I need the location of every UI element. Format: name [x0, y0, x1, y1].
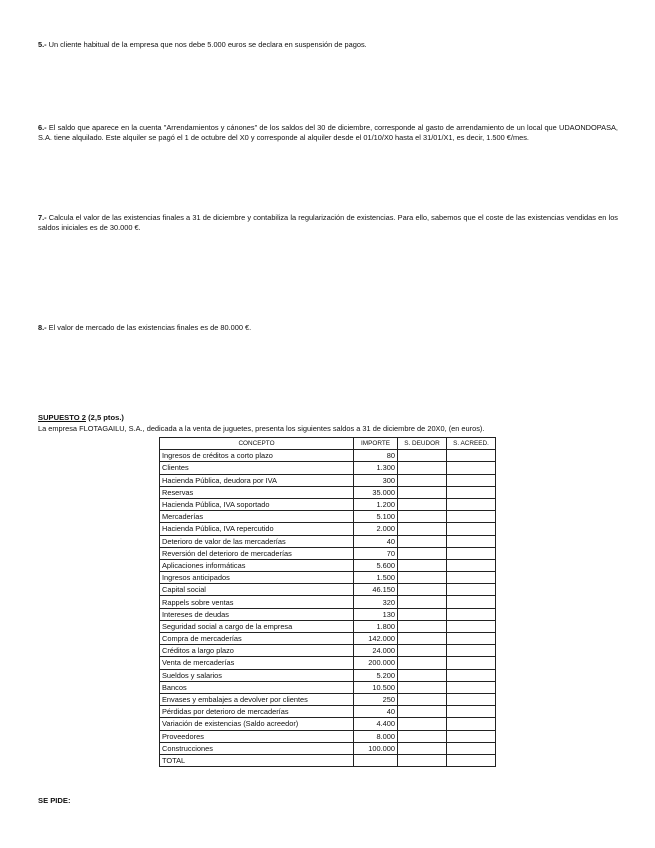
table-row — [160, 535, 496, 547]
table-row — [160, 584, 496, 596]
cell-saldo-acreedor — [447, 706, 496, 718]
question-5-text: Un cliente habitual de la empresa que nos debe 5.000 euros se declara en suspensión de pagos. — [46, 40, 367, 49]
cell-saldo-deudor — [398, 730, 447, 742]
question-8-text: El valor de mercado de las existencias finales es de 80.000 €. — [46, 323, 252, 332]
cell-saldo-acreedor — [447, 657, 496, 669]
cell-saldo-deudor — [398, 498, 447, 510]
supuesto-points: (2,5 ptos.) — [85, 413, 124, 422]
cell-importe: 2.000 — [354, 523, 398, 535]
cell-concepto: TOTAL — [160, 754, 354, 766]
cell-concepto: Rappels sobre ventas — [160, 596, 354, 608]
cell-importe: 1.500 — [354, 572, 398, 584]
cell-importe: 80 — [354, 450, 398, 462]
cell-importe: 70 — [354, 547, 398, 559]
cell-concepto: Variación de existencias (Saldo acreedor) — [160, 718, 354, 730]
cell-saldo-acreedor — [447, 523, 496, 535]
cell-saldo-acreedor — [447, 486, 496, 498]
cell-concepto: Mercaderías — [160, 511, 354, 523]
cell-saldo-acreedor — [447, 559, 496, 571]
table-body — [160, 450, 496, 767]
cell-saldo-deudor — [398, 742, 447, 754]
cell-concepto: Aplicaciones informáticas — [160, 559, 354, 571]
cell-saldo-deudor — [398, 486, 447, 498]
table-row — [160, 620, 496, 632]
cell-concepto: Hacienda Pública, deudora por IVA — [160, 474, 354, 486]
cell-saldo-deudor — [398, 633, 447, 645]
cell-saldo-acreedor — [447, 718, 496, 730]
cell-saldo-deudor — [398, 559, 447, 571]
cell-saldo-deudor — [398, 718, 447, 730]
table-row — [160, 645, 496, 657]
cell-importe: 24.000 — [354, 645, 398, 657]
cell-importe: 1.800 — [354, 620, 398, 632]
question-5 — [38, 40, 618, 50]
cell-importe: 320 — [354, 596, 398, 608]
header-concepto: CONCEPTO — [160, 438, 354, 450]
cell-saldo-deudor — [398, 669, 447, 681]
supuesto-heading — [38, 413, 124, 422]
supuesto-intro: La empresa FLOTAGAILU, S.A., dedicada a la venta de juguetes, presenta los siguientes saldos a 31 de diciembre de 20X0, (en euros). — [38, 424, 485, 433]
cell-saldo-acreedor — [447, 669, 496, 681]
cell-saldo-acreedor — [447, 511, 496, 523]
cell-concepto: Compra de mercaderías — [160, 633, 354, 645]
question-7-number: 7.- — [38, 213, 47, 222]
cell-saldo-acreedor — [447, 730, 496, 742]
cell-concepto: Clientes — [160, 462, 354, 474]
cell-concepto: Intereses de deudas — [160, 608, 354, 620]
cell-concepto: Ingresos de créditos a corto plazo — [160, 450, 354, 462]
table-row — [160, 450, 496, 462]
table-row — [160, 633, 496, 645]
cell-saldo-deudor — [398, 535, 447, 547]
table-row — [160, 486, 496, 498]
cell-saldo-deudor — [398, 511, 447, 523]
cell-importe: 40 — [354, 535, 398, 547]
cell-saldo-acreedor — [447, 693, 496, 705]
cell-concepto: Deterioro de valor de las mercaderías — [160, 535, 354, 547]
table-row — [160, 681, 496, 693]
question-6-number: 6.- — [38, 123, 47, 132]
cell-importe: 142.000 — [354, 633, 398, 645]
cell-saldo-deudor — [398, 584, 447, 596]
cell-concepto: Pérdidas por deterioro de mercaderías — [160, 706, 354, 718]
cell-importe: 46.150 — [354, 584, 398, 596]
table-row — [160, 730, 496, 742]
cell-saldo-acreedor — [447, 633, 496, 645]
cell-saldo-acreedor — [447, 462, 496, 474]
table-row — [160, 523, 496, 535]
table-row — [160, 669, 496, 681]
cell-saldo-deudor — [398, 572, 447, 584]
table-row — [160, 572, 496, 584]
cell-importe: 5.200 — [354, 669, 398, 681]
cell-importe: 35.000 — [354, 486, 398, 498]
cell-importe: 100.000 — [354, 742, 398, 754]
cell-importe: 300 — [354, 474, 398, 486]
cell-saldo-acreedor — [447, 450, 496, 462]
header-saldo-acreedor: S. ACREED. — [447, 438, 496, 450]
cell-importe: 5.100 — [354, 511, 398, 523]
cell-concepto: Proveedores — [160, 730, 354, 742]
cell-saldo-acreedor — [447, 535, 496, 547]
cell-concepto: Reservas — [160, 486, 354, 498]
cell-importe: 1.300 — [354, 462, 398, 474]
cell-importe: 4.400 — [354, 718, 398, 730]
cell-saldo-acreedor — [447, 681, 496, 693]
cell-saldo-deudor — [398, 523, 447, 535]
cell-concepto: Bancos — [160, 681, 354, 693]
question-6-text: El saldo que aparece en la cuenta "Arrendamientos y cánones" de los saldos del 30 de diciembre, corresponde al gasto de arrendamiento de un local que UDAONDOPASA, S.A. tiene alquilado. Este alquiler se pagó el 1 de octubre del X0 y corresponde al alquiler desde el 01/10/X0 hasta el 31/01/X1, es decir, 1.500 €/mes. — [38, 123, 618, 142]
question-7 — [38, 213, 618, 232]
balance-table — [159, 437, 496, 767]
cell-concepto: Venta de mercaderías — [160, 657, 354, 669]
table-row — [160, 608, 496, 620]
cell-concepto: Hacienda Pública, IVA repercutido — [160, 523, 354, 535]
table-row — [160, 596, 496, 608]
cell-importe: 1.200 — [354, 498, 398, 510]
cell-concepto: Capital social — [160, 584, 354, 596]
cell-importe: 250 — [354, 693, 398, 705]
cell-saldo-acreedor — [447, 608, 496, 620]
table-row — [160, 474, 496, 486]
cell-concepto: Envases y embalajes a devolver por clientes — [160, 693, 354, 705]
cell-concepto: Ingresos anticipados — [160, 572, 354, 584]
cell-saldo-deudor — [398, 693, 447, 705]
cell-saldo-acreedor — [447, 547, 496, 559]
cell-saldo-acreedor — [447, 596, 496, 608]
cell-concepto: Construcciones — [160, 742, 354, 754]
cell-saldo-acreedor — [447, 572, 496, 584]
cell-saldo-deudor — [398, 462, 447, 474]
cell-importe — [354, 754, 398, 766]
cell-importe: 10.500 — [354, 681, 398, 693]
table-row — [160, 706, 496, 718]
cell-saldo-deudor — [398, 681, 447, 693]
cell-concepto: Seguridad social a cargo de la empresa — [160, 620, 354, 632]
table-row — [160, 498, 496, 510]
table-row — [160, 718, 496, 730]
cell-saldo-deudor — [398, 754, 447, 766]
cell-importe: 5.600 — [354, 559, 398, 571]
question-8-number: 8.- — [38, 323, 47, 332]
question-7-text: Calcula el valor de las existencias finales a 31 de diciembre y contabiliza la regularización de existencias. Para ello, sabemos que el coste de las existencias vendidas en los saldos iniciales es de 30.000 €. — [38, 213, 618, 232]
header-importe: IMPORTE — [354, 438, 398, 450]
se-pide-heading: SE PIDE: — [38, 796, 71, 805]
cell-saldo-deudor — [398, 706, 447, 718]
cell-saldo-acreedor — [447, 498, 496, 510]
table-row — [160, 693, 496, 705]
cell-concepto: Reversión del deterioro de mercaderías — [160, 547, 354, 559]
cell-importe: 8.000 — [354, 730, 398, 742]
question-6 — [38, 123, 618, 142]
cell-saldo-deudor — [398, 657, 447, 669]
cell-saldo-acreedor — [447, 620, 496, 632]
cell-saldo-acreedor — [447, 645, 496, 657]
cell-saldo-deudor — [398, 608, 447, 620]
cell-saldo-deudor — [398, 547, 447, 559]
cell-saldo-acreedor — [447, 742, 496, 754]
cell-importe: 130 — [354, 608, 398, 620]
question-8 — [38, 323, 618, 333]
cell-saldo-deudor — [398, 620, 447, 632]
cell-saldo-deudor — [398, 474, 447, 486]
cell-importe: 200.000 — [354, 657, 398, 669]
cell-saldo-deudor — [398, 450, 447, 462]
cell-saldo-acreedor — [447, 584, 496, 596]
table-row — [160, 559, 496, 571]
cell-saldo-deudor — [398, 596, 447, 608]
table-row — [160, 742, 496, 754]
table-row — [160, 462, 496, 474]
cell-saldo-deudor — [398, 645, 447, 657]
cell-concepto: Créditos a largo plazo — [160, 645, 354, 657]
table-row — [160, 511, 496, 523]
table-row — [160, 754, 496, 766]
cell-importe: 40 — [354, 706, 398, 718]
header-saldo-deudor: S. DEUDOR — [398, 438, 447, 450]
cell-concepto: Sueldos y salarios — [160, 669, 354, 681]
table-row — [160, 657, 496, 669]
supuesto-title: SUPUESTO 2 — [38, 413, 86, 422]
cell-saldo-acreedor — [447, 754, 496, 766]
table-row — [160, 547, 496, 559]
question-5-number: 5.- — [38, 40, 47, 49]
cell-concepto: Hacienda Pública, IVA soportado — [160, 498, 354, 510]
cell-saldo-acreedor — [447, 474, 496, 486]
table-header-row — [160, 438, 496, 450]
